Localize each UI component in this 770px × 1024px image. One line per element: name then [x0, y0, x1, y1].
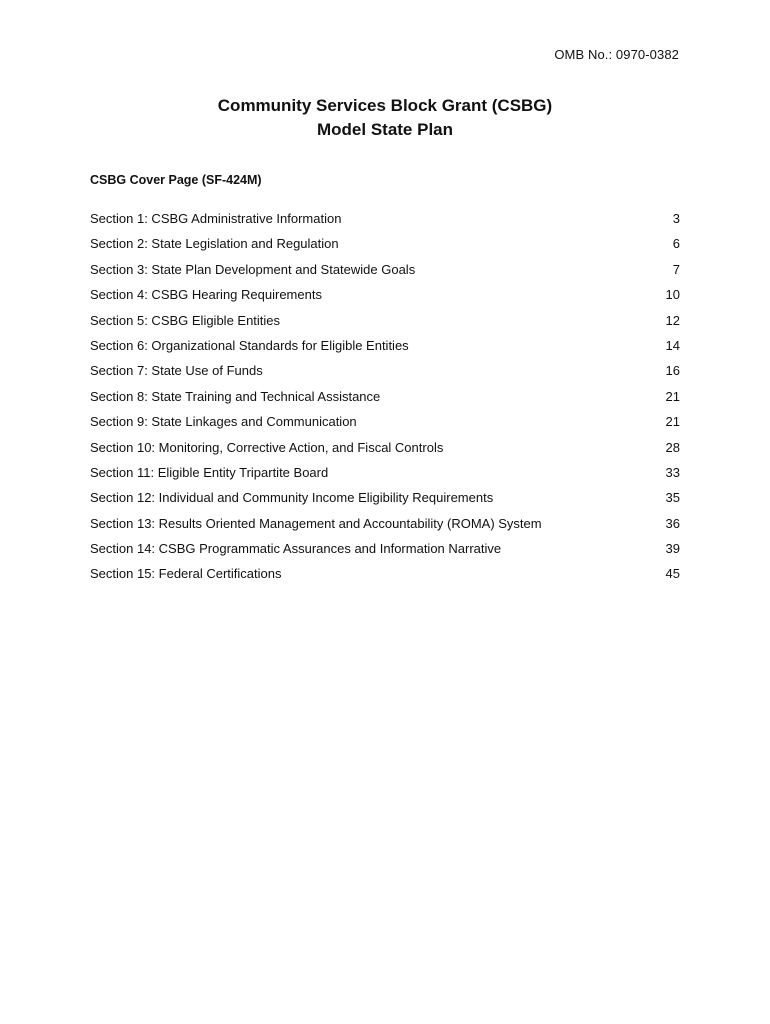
toc-entry[interactable] — [90, 261, 680, 286]
toc-entry-label: Section 6: Organizational Standards for Eligible Entities — [90, 337, 409, 353]
omb-number: OMB No.: 0970-0382 — [554, 47, 679, 62]
toc-entry-page: 39 — [665, 541, 680, 557]
toc-entry[interactable] — [90, 362, 680, 387]
toc-entry-label: Section 5: CSBG Eligible Entities — [90, 312, 281, 328]
toc-entry[interactable] — [90, 312, 680, 337]
toc-entry-page: 36 — [665, 515, 680, 531]
toc-entry[interactable] — [90, 464, 680, 489]
toc-entry-label: Section 3: State Plan Development and Statewide Goals — [90, 261, 416, 277]
toc-entry-label: Section 1: CSBG Administrative Information — [90, 211, 342, 226]
toc-entry-label: Section 2: State Legislation and Regulation — [90, 236, 339, 252]
toc-entry-page: 45 — [665, 566, 680, 582]
toc-entry-label: Section 7: State Use of Funds — [90, 363, 263, 379]
toc-entry-label: Section 14: CSBG Programmatic Assurances and Information Narrative — [90, 541, 502, 557]
toc-entry[interactable] — [90, 286, 680, 311]
toc-entry-page: 35 — [665, 490, 680, 506]
toc-entry-label: Section 10: Monitoring, Corrective Action, and Fiscal Controls — [90, 439, 444, 455]
document-title — [0, 94, 770, 142]
toc-entry-page: 21 — [665, 414, 680, 430]
toc-entry-page: 12 — [665, 312, 680, 328]
toc-entry[interactable] — [90, 388, 680, 413]
toc-entry-page: 6 — [672, 236, 680, 252]
toc-entry[interactable] — [90, 413, 680, 438]
toc-entry-page: 28 — [665, 439, 680, 455]
toc-entry-page: 16 — [665, 363, 680, 379]
toc-entry-label: Section 11: Eligible Entity Tripartite Board — [90, 464, 329, 480]
toc-entry-page: 33 — [665, 464, 680, 480]
cover-page-heading: CSBG Cover Page (SF-424M) — [90, 173, 262, 187]
toc-entry[interactable] — [90, 337, 680, 362]
toc-entry[interactable] — [90, 540, 680, 565]
title-line-2: Model State Plan — [316, 120, 454, 139]
toc-entry[interactable] — [90, 489, 680, 514]
toc-entry-page: 7 — [672, 261, 680, 277]
toc-entry-label: Section 8: State Training and Technical Assistance — [90, 388, 381, 404]
toc-entry[interactable] — [90, 439, 680, 464]
toc-entry-label: Section 4: CSBG Hearing Requirements — [90, 287, 322, 303]
toc-entry-page: 14 — [665, 337, 680, 353]
table-of-contents — [90, 210, 680, 591]
title-line-1: Community Services Block Grant (CSBG) — [217, 96, 553, 115]
toc-entry-page: 10 — [665, 287, 680, 303]
toc-entry-label: Section 12: Individual and Community Income Eligibility Requirements — [90, 490, 494, 506]
toc-entry-label: Section 9: State Linkages and Communication — [90, 414, 357, 430]
toc-entry[interactable] — [90, 235, 680, 260]
toc-entry-page: 3 — [672, 211, 680, 226]
toc-entry[interactable] — [90, 565, 680, 590]
toc-entry[interactable] — [90, 515, 680, 540]
toc-entry-label: Section 13: Results Oriented Management and Accountability (ROMA) System — [90, 515, 542, 531]
toc-entry-label: Section 15: Federal Certifications — [90, 566, 282, 582]
toc-entry[interactable] — [90, 210, 680, 235]
toc-entry-page: 21 — [665, 388, 680, 404]
